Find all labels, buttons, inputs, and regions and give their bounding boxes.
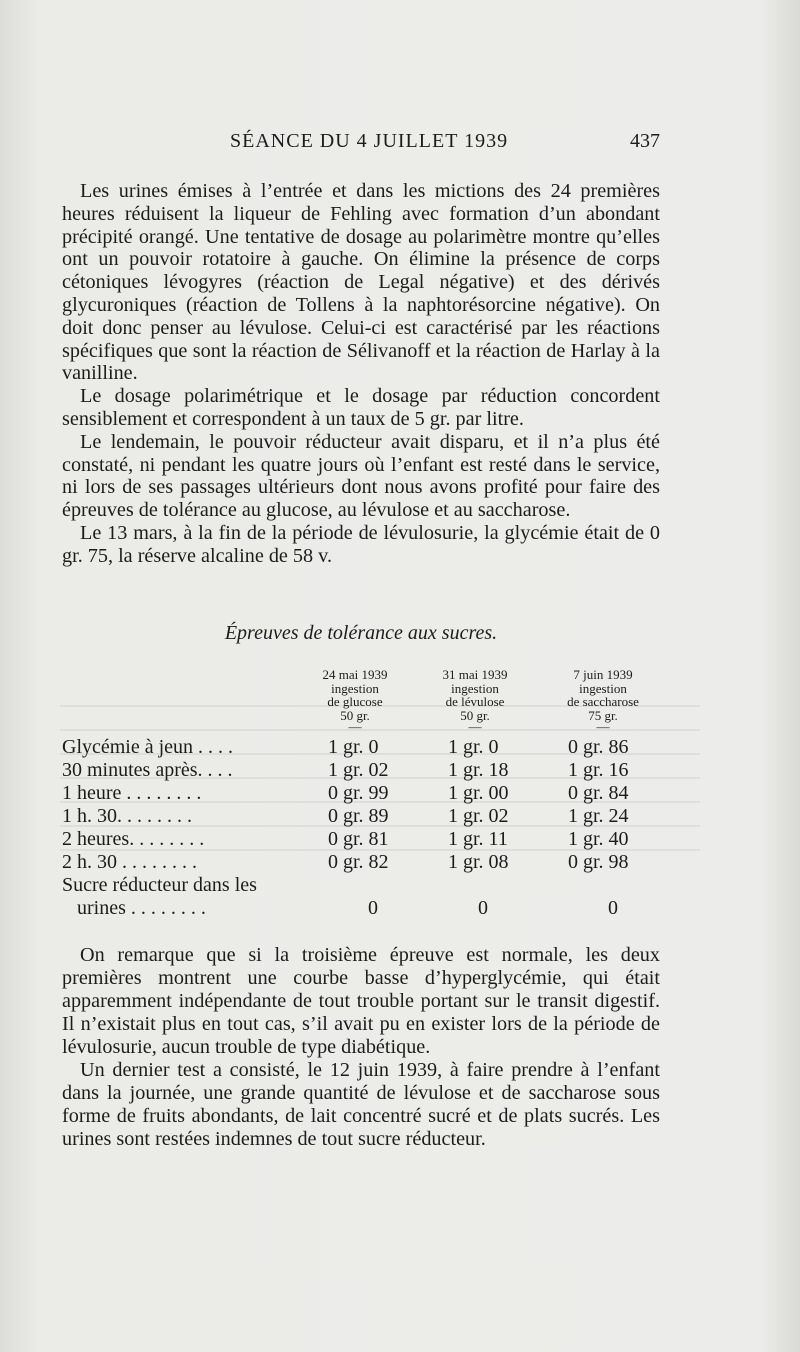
column-dash: — (468, 719, 482, 734)
cell-glucose: 0 gr. 82 (328, 851, 389, 873)
cell-glucose: 0 gr. 89 (328, 805, 389, 827)
cell-saccharose: 1 gr. 16 (568, 759, 629, 781)
tolerance-table (62, 736, 660, 920)
column-header-glucose (300, 667, 410, 734)
table-row (62, 805, 660, 828)
cell-saccharose: 0 gr. 84 (568, 782, 629, 804)
column-header-saccharose (548, 667, 658, 734)
column-date: 31 mai 1939 (442, 667, 508, 682)
table-row (62, 874, 660, 897)
cell-glucose: 0 gr. 81 (328, 828, 389, 850)
cell-levulose: 0 (448, 897, 488, 919)
column-header-levulose (420, 667, 530, 734)
table-row (62, 828, 660, 851)
column-dash: — (348, 719, 362, 734)
paragraph: Les urines émises à l’entrée et dans les mictions des 24 premières heures réduisent la liqueur de Fehling avec formation d’un abondant précipité orangé. Une tentative de dosage au polarimètre montre qu’elles ont un pouvoir rotatoire à gauche. On élimine la présence de corps cétoniques lévogyres (réaction de Legal négative) et des dérivés glycuroniques (réaction de Tollens à la naphtorésorcine négative). On doit donc penser au lévulose. Celui-ci est caractérisé par les réactions spécifiques que sont la réaction de Sélivanoff et la réaction de Harlay à la vanilline. (62, 180, 660, 385)
column-line: 50 gr. (340, 707, 370, 723)
row-label: Glycémie à jeun . . . . (62, 736, 234, 758)
page-number: 437 (630, 130, 660, 152)
paragraph: Le lendemain, le pouvoir réducteur avait disparu, et il n’a plus été constaté, ni pendant les quatre jours où l’enfant est resté dans le service, ni lors de ses passages ultérieurs dont nous avons profité pour faire des épreuves de tolérance au glucose, au lévulose et au saccharose. (62, 430, 660, 522)
row-label: 2 heures. . . . . . . . (62, 828, 205, 850)
cell-levulose: 1 gr. 08 (448, 851, 509, 873)
column-line: ingestion (579, 680, 627, 696)
column-date: 7 juin 1939 (573, 667, 633, 682)
row-label: 1 h. 30. . . . . . . . (62, 805, 192, 827)
page-header (62, 130, 660, 154)
paragraph: Le dosage polarimétrique et le dosage par réduction concordent sensiblement et correspondent à un taux de 5 gr. par litre. (62, 385, 660, 430)
row-label: 30 minutes après. . . . (62, 759, 233, 781)
paragraph: On remarque que si la troisième épreuve est normale, les deux premières montrent une courbe basse d’hyperglycémie, qui était apparemment indépendante de tout trouble portant sur le transit digestif. Il n’existait plus en tout cas, s’il avait pu en exister lors de la période de lévulosurie, aucun trouble de type diabétique. (62, 944, 660, 1058)
table-row (62, 736, 660, 759)
cell-levulose: 1 gr. 02 (448, 805, 509, 827)
cell-saccharose: 0 (568, 897, 618, 919)
cell-saccharose: 1 gr. 24 (568, 805, 629, 827)
row-label: Sucre réducteur dans les (62, 874, 257, 896)
row-label: urines . . . . . . . . (62, 897, 206, 919)
column-date: 24 mai 1939 (322, 667, 388, 682)
table-row (62, 851, 660, 874)
cell-levulose: 1 gr. 0 (448, 736, 499, 758)
table-row (62, 759, 660, 782)
running-title: SÉANCE DU 4 JUILLET 1939 (230, 130, 509, 152)
table-row (62, 897, 660, 920)
row-label: 2 h. 30 . . . . . . . . (62, 851, 197, 873)
cell-saccharose: 0 gr. 86 (568, 736, 629, 758)
body-text-top (62, 180, 660, 568)
column-line: de glucose (327, 694, 383, 709)
row-label: 1 heure . . . . . . . . (62, 782, 202, 804)
table-row (62, 782, 660, 805)
column-line: de lévulose (445, 694, 505, 709)
column-dash: — (596, 719, 610, 734)
column-line: ingestion (331, 680, 379, 696)
column-line: de saccharose (567, 694, 639, 709)
cell-saccharose: 0 gr. 98 (568, 851, 629, 873)
cell-glucose: 0 gr. 99 (328, 782, 389, 804)
paragraph: Le 13 mars, à la fin de la période de lévulosurie, la glycémie était de 0 gr. 75, la réserve alcaline de 58 v. (62, 521, 660, 567)
table-title: Épreuves de tolérance aux sucres. (224, 622, 498, 644)
cell-glucose: 1 gr. 02 (328, 759, 389, 781)
column-line: ingestion (451, 680, 499, 696)
cell-glucose: 1 gr. 0 (328, 736, 379, 758)
cell-levulose: 1 gr. 18 (448, 759, 509, 781)
column-line: 50 gr. (460, 707, 490, 723)
cell-levulose: 1 gr. 11 (448, 828, 508, 850)
body-text-bottom (62, 944, 660, 1151)
paragraph: Un dernier test a consisté, le 12 juin 1939, à faire prendre à l’enfant dans la journée, une grande quantité de lévulose et de saccharose sous forme de fruits abondants, de lait concentré sucré et de plats sucrés. Les urines sont restées indemnes de tout sucre réducteur. (62, 1059, 660, 1150)
cell-glucose: 0 (328, 897, 378, 919)
cell-saccharose: 1 gr. 40 (568, 828, 629, 850)
cell-levulose: 1 gr. 00 (448, 782, 509, 804)
column-line: 75 gr. (588, 707, 618, 723)
